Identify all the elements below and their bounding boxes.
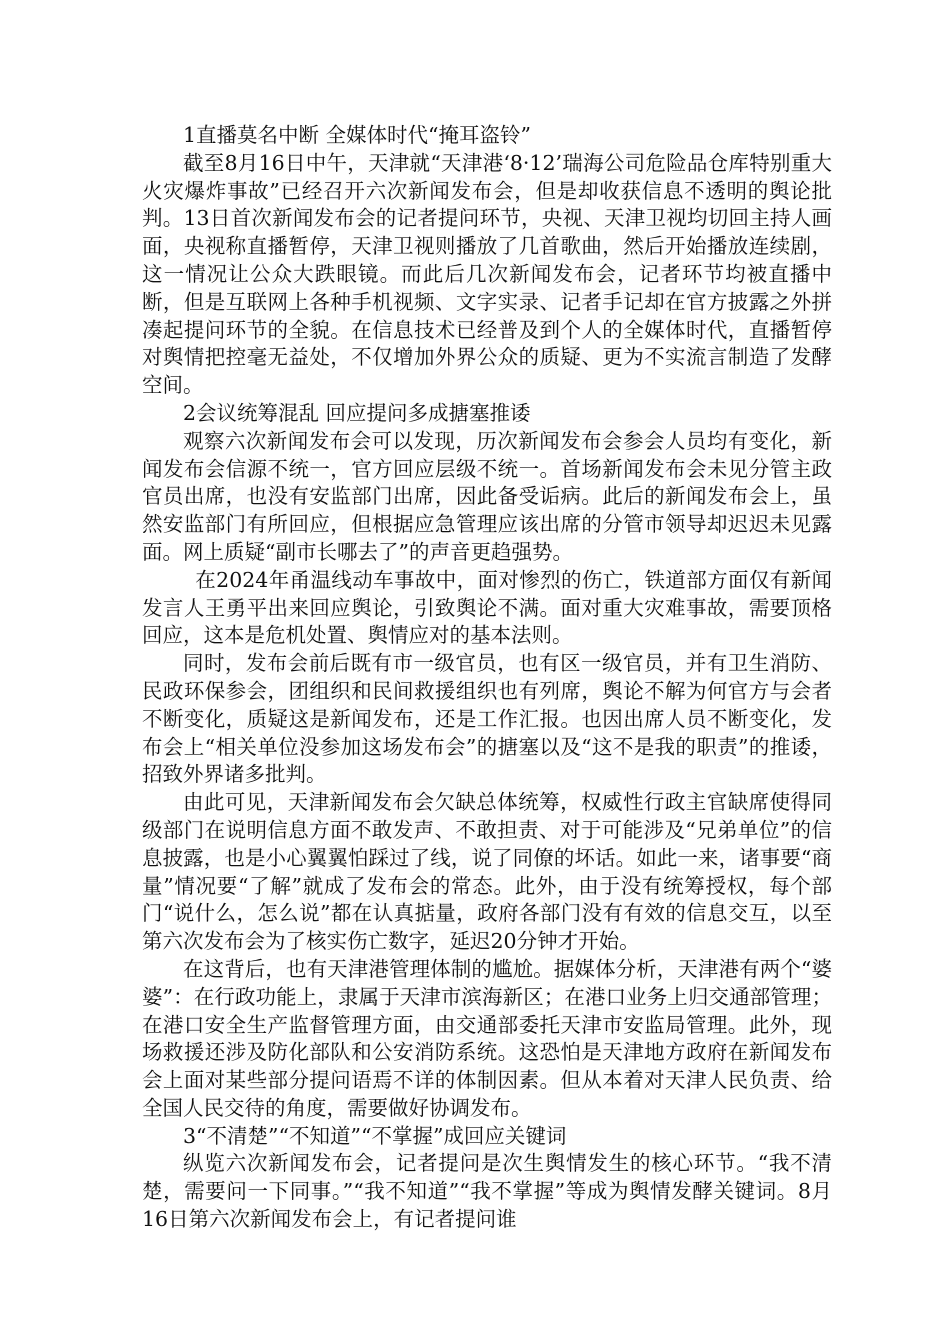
- section-heading-3: 3“不清楚”“不知道”“不掌握”成回应关键词: [183, 1123, 567, 1148]
- paragraph: 在2024年甬温线动车事故中，面对惨烈的伤亡，铁道部方面仅有新闻发言人王勇平出来回应舆论，引致舆论不满。面对重大灾难事故，需要顶格回应，这本是危机处置、舆情应对的基本法则。: [142, 567, 832, 648]
- paragraph: 在这背后，也有天津港管理体制的尴尬。据媒体分析，天津港有两个“婆婆”：在行政功能上，隶属于天津市滨海新区；在港口业务上归交通部管理；在港口安全生产监督管理方面，由交通部委托天津市安监局管理。此外，现场救援还涉及防化部队和公安消防系统。这恐怕是天津地方政府在新闻发布会上面对某些部分提问语焉不详的体制因素。但从本着对天津人民负责、给全国人民交待的角度，需要做好协调发布。: [142, 956, 832, 1120]
- paragraph: 同时，发布会前后既有市一级官员，也有区一级官员，并有卫生消防、民政环保参会，团组织和民间救援组织也有列席，舆论不解为何官方与会者不断变化，质疑这是新闻发布，还是工作汇报。也因出席人员不断变化，发布会上“相关单位没参加这场发布会”的搪塞以及“这不是我的职责”的推诿，招致外界诸多批判。: [142, 651, 832, 787]
- paragraph: 观察六次新闻发布会可以发现，历次新闻发布会参会人员均有变化，新闻发布会信源不统一，官方回应层级不统一。首场新闻发布会未见分管主政官员出席，也没有安监部门出席，因此备受诟病。此后的新闻发布会上，虽然安监部门有所回应，但根据应急管理应该出席的分管市领导却迟迟未见露面。网上质疑“副市长哪去了”的声音更趋强势。: [142, 428, 832, 564]
- paragraph: 纵览六次新闻发布会，记者提问是次生舆情发生的核心环节。“我不清楚，需要问一下同事。”“我不知道”“我不掌握”等成为舆情发酵关键词。8月16日第六次新闻发布会上，有记者提问谁: [142, 1151, 832, 1232]
- section-heading-1: 1直播莫名中断 全媒体时代“掩耳盗铃”: [183, 123, 532, 147]
- document-body: [142, 122, 832, 1234]
- paragraph: 截至8月16日中午，天津就“天津港‘8·12’瑞海公司危险品仓库特别重大火灾爆炸事故”已经召开六次新闻发布会，但是却收获信息不透明的舆论批判。13日首次新闻发布会的记者提问环节，央视、天津卫视均切回主持人画面，央视称直播暂停，天津卫视则播放了几首歌曲，然后开始播放连续剧，这一情况让公众大跌眼镜。而此后几次新闻发布会，记者环节均被直播中断，但是互联网上各种手机视频、文字实录、记者手记却在官方披露之外拼凑起提问环节的全貌。在信息技术已经普及到个人的全媒体时代，直播暂停对舆情把控毫无益处，不仅增加外界公众的质疑、更为不实流言制造了发酵空间。: [142, 150, 832, 398]
- section-heading-2: 2会议统筹混乱 回应提问多成搪塞推诿: [183, 400, 531, 425]
- paragraph: 由此可见，天津新闻发布会欠缺总体统筹，权威性行政主官缺席使得同级部门在说明信息方面不敢发声、不敢担责、对于可能涉及“兄弟单位”的信息披露，也是小心翼翼怕踩过了线，说了同僚的坏话。如此一来，诸事要“商量”情况要“了解”就成了发布会的常态。此外，由于没有统筹授权，每个部门“说什么，怎么说”都在认真掂量，政府各部门没有有效的信息交互，以至第六次发布会为了核实伤亡数字，延迟20分钟才开始。: [142, 790, 832, 954]
